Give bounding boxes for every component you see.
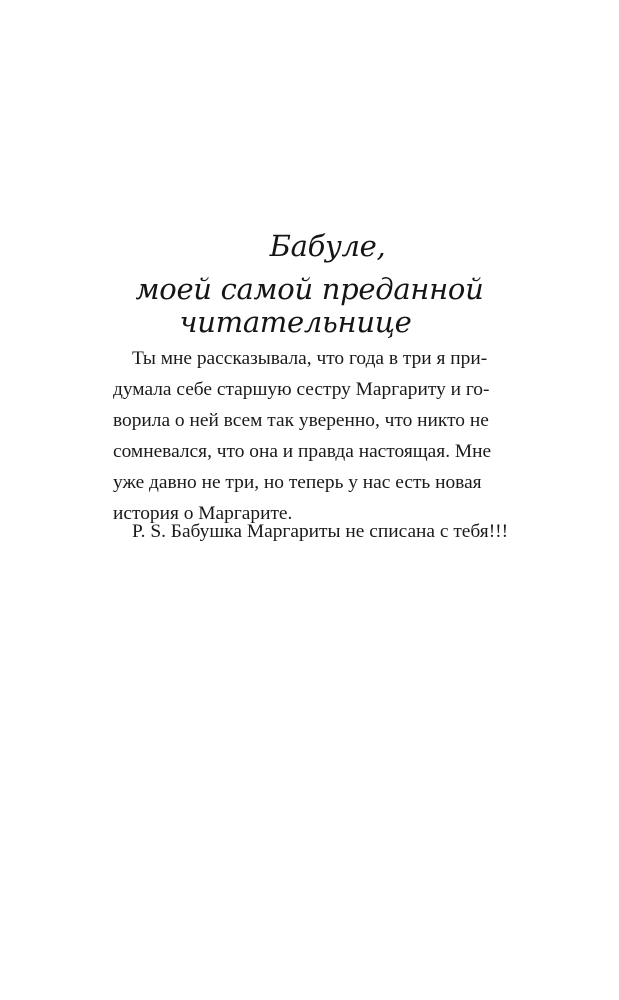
postscript: P. S. Бабушка Маргариты не списана с тебя!!! [132, 521, 509, 542]
body-line-5: уже давно не три, но теперь у нас есть новая [113, 472, 482, 493]
dedication-line-1: Бабуле, [269, 229, 386, 263]
dedication-line-2: моей самой преданной [135, 272, 484, 306]
dedication-line-3: читательнице [179, 305, 412, 339]
body-line-3: ворила о ней всем так уверенно, что никто не [113, 410, 489, 431]
body-line-4: сомневался, что она и правда настоящая. Мне [113, 441, 492, 462]
body-line-6: история о Маргарите. [113, 503, 293, 524]
body-line-2: думала себе старшую сестру Маргариту и го- [113, 379, 490, 400]
body-line-1: Ты мне рассказывала, что года в три я при- [132, 348, 488, 369]
